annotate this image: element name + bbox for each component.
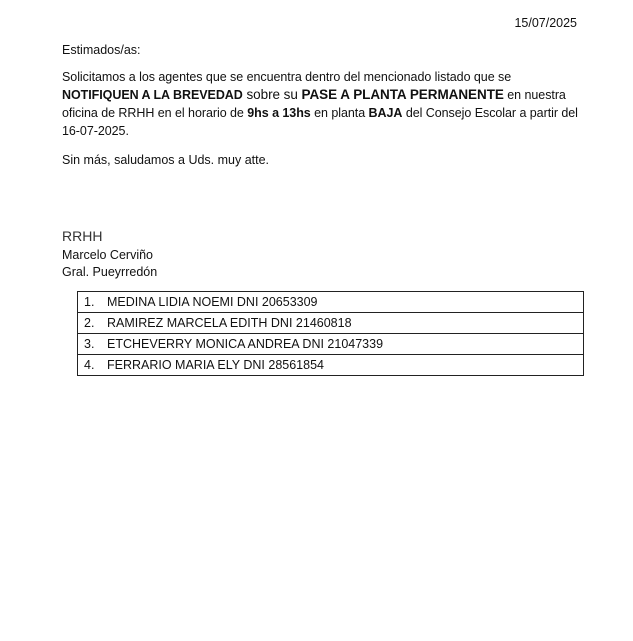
row-text: RAMIREZ MARCELA EDITH DNI 21460818 (107, 316, 352, 330)
row-number: 3. (84, 337, 95, 351)
body-bold-notify: NOTIFIQUEN A LA BREVEDAD (62, 88, 243, 102)
row-number: 1. (84, 295, 95, 309)
table-cell (78, 355, 584, 376)
agents-table (77, 291, 584, 376)
body-bold-floor: BAJA (368, 106, 403, 120)
signature-department: RRHH (62, 228, 103, 244)
table-cell (78, 292, 584, 313)
row-text: ETCHEVERRY MONICA ANDREA DNI 21047339 (107, 337, 384, 351)
row-number: 2. (84, 316, 95, 330)
row-number: 4. (84, 358, 95, 372)
row-text: FERRARIO MARIA ELY DNI 28561854 (107, 358, 324, 372)
table-row (78, 334, 584, 355)
body-text-2: sobre su (242, 87, 302, 102)
row-text: MEDINA LIDIA NOEMI DNI 20653309 (107, 295, 318, 309)
letter-date: 15/07/2025 (514, 16, 577, 30)
signature-name: Marcelo Cerviño (62, 248, 154, 262)
body-bold-hours: 9hs a 13hs (247, 106, 311, 120)
table-row (78, 355, 584, 376)
table-cell (78, 334, 584, 355)
signature-place: Gral. Pueyrredón (62, 265, 158, 279)
body-bold-pase: PASE A PLANTA PERMANENTE (301, 87, 504, 102)
greeting: Estimados/as: (62, 43, 141, 57)
table-row (78, 313, 584, 334)
table-row (78, 292, 584, 313)
body-text-3: en nuestra oficina de RRHH en el horario de (62, 88, 566, 120)
body-paragraph (62, 68, 582, 140)
closing-line: Sin más, saludamos a Uds. muy atte. (62, 153, 270, 167)
body-text-4: en planta (310, 106, 369, 120)
body-text-5: del Consejo Escolar a partir del 16-07-2025. (62, 106, 578, 138)
table-cell (78, 313, 584, 334)
body-text-1: Solicitamos a los agentes que se encuentra dentro del mencionado listado que se (62, 70, 512, 84)
